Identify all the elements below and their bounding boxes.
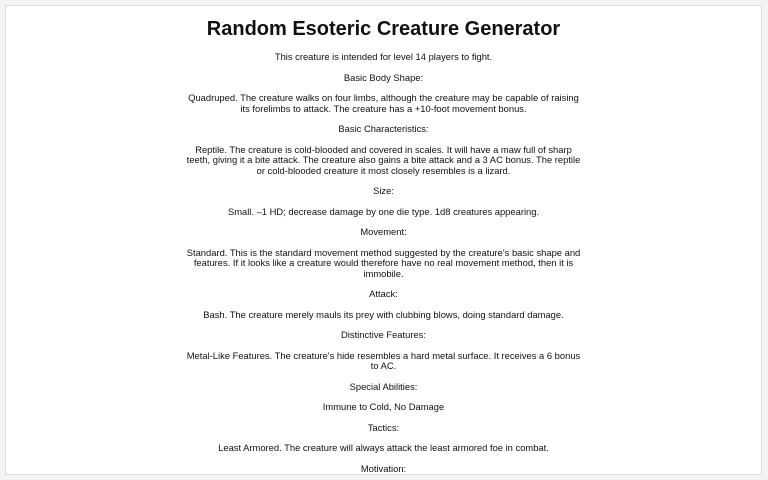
section-text-characteristics: Reptile. The creature is cold-blooded and covered in scales. It will have a maw full of sharp teeth, giving it a bite attack. The creature also gains a bite attack and a 3 AC bonus. The reptile or cold-blooded creature it most closely resembles is a lizard. bbox=[186, 143, 581, 176]
section-label-abilities: Special Abilities: bbox=[349, 380, 418, 392]
page-title: Random Esoteric Creature Generator bbox=[206, 18, 561, 40]
page-frame bbox=[5, 5, 762, 475]
section-label-movement: Movement: bbox=[360, 226, 407, 237]
section-text-size: Small. –1 HD; decrease damage by one die type. 1d8 creatures appearing. bbox=[227, 205, 540, 217]
section-text-tactics: Least Armored. The creature will always attack the least armored foe in combat. bbox=[218, 442, 549, 453]
section-label-size: Size: bbox=[373, 185, 394, 196]
generator-content bbox=[184, 17, 584, 474]
section-label-motivation: Motivation: bbox=[360, 462, 407, 474]
section-label-features: Distinctive Features: bbox=[341, 329, 426, 340]
section-text-movement: Standard. This is the standard movement method suggested by the creature's basic shape and features. If it looks like a creature would therefore have no real movement method, then it is immobile. bbox=[186, 246, 581, 279]
section-text-abilities: Immune to Cold, No Damage bbox=[322, 401, 445, 412]
section-label-characteristics: Basic Characteristics: bbox=[338, 123, 429, 134]
section-text-attack: Bash. The creature merely mauls its prey with clubbing blows, doing standard damage. bbox=[203, 308, 564, 320]
section-text-features: Metal-Like Features. The creature's hide resembles a hard metal surface. It receives a 6 bonus to AC. bbox=[186, 349, 581, 371]
intro-text: This creature is intended for level 14 players to fight. bbox=[274, 51, 493, 62]
section-label-attack: Attack: bbox=[369, 288, 398, 299]
section-label-body-shape: Basic Body Shape: bbox=[343, 71, 424, 83]
section-text-body-shape: Quadruped. The creature walks on four limbs, although the creature may be capable of raising its forelimbs to attack. The creature has a +10-foot movement bonus. bbox=[188, 92, 579, 114]
section-label-tactics: Tactics: bbox=[367, 421, 400, 433]
